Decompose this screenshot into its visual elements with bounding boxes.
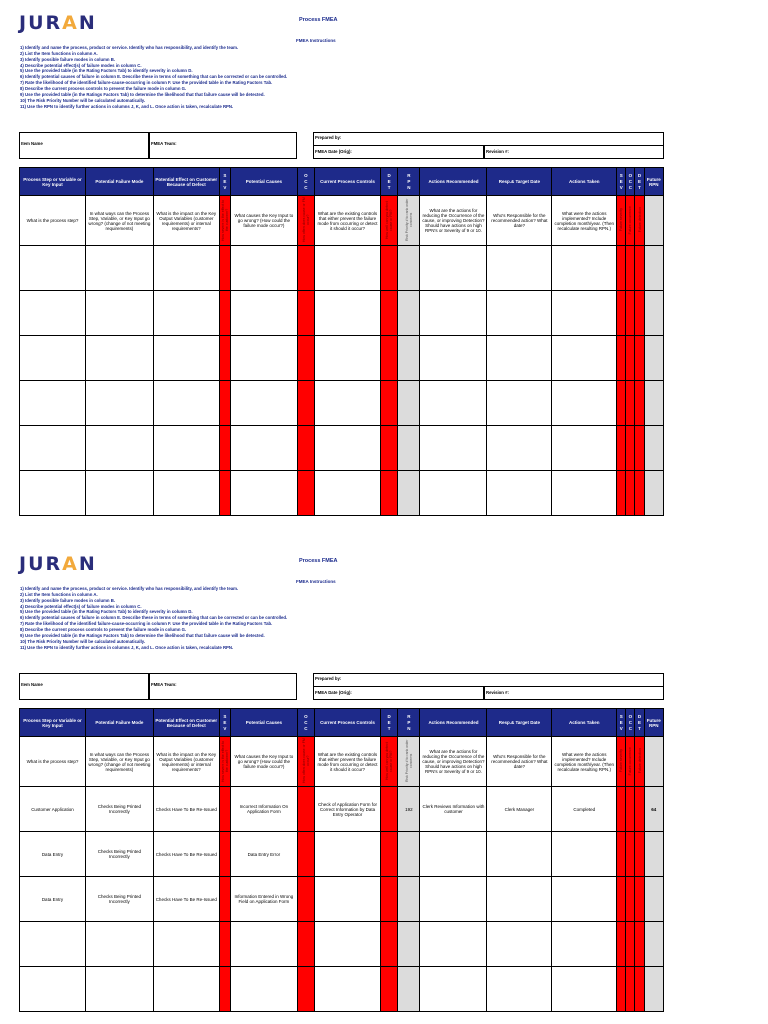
fmea-table <box>19 708 664 1012</box>
guidance-step: What is the process step? <box>20 196 86 246</box>
table-row <box>20 832 664 877</box>
cell-actions[interactable] <box>420 336 487 381</box>
instruction-line: 11) Use the RPN to identify further actions in columns J, K, and L. Once action is taken, recalculate RPN. <box>20 644 234 650</box>
prepared-by-box[interactable] <box>313 132 664 146</box>
cell-occ[interactable] <box>297 471 314 516</box>
cell-future[interactable] <box>644 471 663 516</box>
cell-det[interactable] <box>380 381 397 426</box>
cell-rpn[interactable] <box>398 832 420 877</box>
cell-resp[interactable] <box>487 381 552 426</box>
instruction-line: 7) Rate the likelihood of the identified failure-cause-occurring in column F. Use the provided table in the Rating Factors Tab. <box>20 80 273 86</box>
cell-sev[interactable] <box>219 426 230 471</box>
cell-step[interactable]: Data Entry <box>20 877 86 922</box>
col-header-actions: Actions Recommended <box>420 168 487 196</box>
cell-actions[interactable] <box>420 922 487 967</box>
cell-taken[interactable] <box>552 922 617 967</box>
col-header-focc: O C C <box>626 168 635 196</box>
instruction-line: 6) Identify potential causes of failure in column E. Describe these in terms of something that can be corrected or can be controlled. <box>20 615 288 621</box>
cell-fdet[interactable] <box>635 336 644 381</box>
col-header-resp: Resp.& Target Date <box>487 168 552 196</box>
cell-causes[interactable]: Incorrect Information On Application Form <box>230 787 297 832</box>
cell-actions[interactable]: Clerk Reviews Information with customer <box>420 787 487 832</box>
cell-future[interactable] <box>644 922 663 967</box>
instruction-line: 5) Use the provided table (in the Rating Factors Tab) to identify severity in column D. <box>20 609 193 615</box>
cell-causes[interactable] <box>230 336 297 381</box>
cell-det[interactable] <box>380 426 397 471</box>
guidance-effect: What is the impact on the Key Output Variables (customer requirements) or internal requirements? <box>153 196 219 246</box>
instruction-line: 3) Identify possible failure modes in column B. <box>20 56 116 62</box>
cell-fsev[interactable] <box>617 922 626 967</box>
cell-actions[interactable] <box>420 967 487 1012</box>
cell-controls[interactable] <box>315 291 381 336</box>
cell-occ[interactable] <box>297 426 314 471</box>
table-row <box>20 246 664 291</box>
cell-actions[interactable] <box>420 471 487 516</box>
cell-mode[interactable] <box>85 471 153 516</box>
cell-fdet[interactable] <box>635 877 644 922</box>
instruction-line: 4) Describe potential effect(s) of failure modes in column C. <box>20 62 142 68</box>
fmea-date-label: FMEA Date (Orig): <box>315 690 352 695</box>
cell-focc[interactable] <box>626 471 635 516</box>
cell-effect[interactable] <box>153 471 219 516</box>
cell-taken[interactable] <box>552 967 617 1012</box>
cell-rpn[interactable] <box>398 922 420 967</box>
cell-mode[interactable] <box>85 291 153 336</box>
cell-taken[interactable] <box>552 471 617 516</box>
cell-occ[interactable] <box>297 967 314 1012</box>
cell-fsev[interactable] <box>617 877 626 922</box>
prepared-by-label: Prepared by: <box>315 135 342 140</box>
col-header-effect: Potential Effect on Customer Because of Defect <box>153 709 219 737</box>
table-row <box>20 291 664 336</box>
guidance-resp: Who's Responsible for the recommended action? What date? <box>487 737 552 787</box>
cell-effect[interactable] <box>153 336 219 381</box>
table-row <box>20 471 664 516</box>
cell-causes[interactable] <box>230 426 297 471</box>
cell-mode[interactable]: Checks Being Printed Incorrectly <box>85 787 153 832</box>
cell-taken[interactable] <box>552 426 617 471</box>
cell-focc[interactable] <box>626 967 635 1012</box>
cell-resp[interactable] <box>487 336 552 381</box>
page-title: Process FMEA <box>299 17 338 23</box>
col-header-det: D E T <box>380 168 397 196</box>
instruction-line: 10) The Risk Priority Number will be calculated automatically. <box>20 97 146 103</box>
cell-sev[interactable] <box>219 967 230 1012</box>
col-header-fdet: D E T <box>635 709 644 737</box>
table-header-row <box>20 168 664 196</box>
instruction-line: 5) Use the provided table (in the Rating Factors Tab) to identify severity in column D. <box>20 68 193 74</box>
cell-occ[interactable] <box>297 787 314 832</box>
guidance-actions: What are the actions for reducing the Occurrence of the cause, or improving Detection? Should have actions on high RPN's or Severity of 9 or 10. <box>420 196 487 246</box>
cell-controls[interactable] <box>315 426 381 471</box>
cell-det[interactable] <box>380 922 397 967</box>
cell-causes[interactable] <box>230 246 297 291</box>
cell-mode[interactable] <box>85 426 153 471</box>
cell-effect[interactable] <box>153 246 219 291</box>
guidance-focc: Future occurrence <box>626 196 635 246</box>
cell-focc[interactable] <box>626 381 635 426</box>
cell-resp[interactable]: Clerk Manager <box>487 787 552 832</box>
cell-effect[interactable] <box>153 381 219 426</box>
cell-controls[interactable] <box>315 832 381 877</box>
cell-resp[interactable] <box>487 426 552 471</box>
col-header-rpn: R P N <box>398 168 420 196</box>
cell-focc[interactable] <box>626 922 635 967</box>
guidance-effect: What is the impact on the Key Output Variables (customer requirements) or internal requirements? <box>153 737 219 787</box>
guidance-mode: In what ways can the Process Step, Variable, or Key Input go wrong? (change of not meeting requirements) <box>85 737 153 787</box>
cell-fdet[interactable] <box>635 922 644 967</box>
cell-det[interactable] <box>380 336 397 381</box>
table-row <box>20 967 664 1012</box>
cell-resp[interactable] <box>487 877 552 922</box>
instruction-line: 11) Use the RPN to identify further actions in columns J, K, and L. Once action is taken, recalculate RPN. <box>20 103 234 109</box>
cell-det[interactable] <box>380 246 397 291</box>
cell-taken[interactable] <box>552 832 617 877</box>
col-header-occ: O C C <box>297 168 314 196</box>
guidance-taken: What were the actions implemented? Include completion month/year. (Then recalculate resulting RPN.) <box>552 196 617 246</box>
cell-causes[interactable] <box>230 471 297 516</box>
instruction-line: 2) List the Item functions in column A. <box>20 50 98 56</box>
cell-sev[interactable] <box>219 471 230 516</box>
cell-taken[interactable] <box>552 381 617 426</box>
cell-occ[interactable] <box>297 381 314 426</box>
col-header-focc: O C C <box>626 709 635 737</box>
guidance-row <box>20 737 664 787</box>
guidance-occ: How often does cause or FM occur? <box>297 737 314 787</box>
cell-mode[interactable] <box>85 381 153 426</box>
guidance-causes: What causes the Key Input to go wrong? (How could the failure mode occur?) <box>230 737 297 787</box>
cell-rpn[interactable]: 192 <box>398 787 420 832</box>
cell-resp[interactable] <box>487 832 552 877</box>
cell-future[interactable] <box>644 381 663 426</box>
instruction-line: 6) Identify potential causes of failure in column E. Describe these in terms of something that can be corrected or can be controlled. <box>20 74 288 80</box>
guidance-fdet: Future detection <box>635 196 644 246</box>
cell-resp[interactable] <box>487 922 552 967</box>
cell-sev[interactable] <box>219 832 230 877</box>
guidance-step: What is the process step? <box>20 737 86 787</box>
cell-step[interactable] <box>20 246 86 291</box>
cell-future[interactable] <box>644 291 663 336</box>
cell-controls[interactable] <box>315 877 381 922</box>
cell-fsev[interactable] <box>617 787 626 832</box>
cell-rpn[interactable] <box>398 336 420 381</box>
fmea-team-label: FMEA Team: <box>151 682 177 687</box>
cell-causes[interactable] <box>230 381 297 426</box>
instruction-line: 8) Describe the current process controls to prevent the failure mode in column G. <box>20 626 187 632</box>
table-row <box>20 381 664 426</box>
cell-focc[interactable] <box>626 832 635 877</box>
cell-step[interactable] <box>20 336 86 381</box>
prepared-by-label: Prepared by: <box>315 676 342 681</box>
cell-actions[interactable] <box>420 877 487 922</box>
cell-fdet[interactable] <box>635 246 644 291</box>
cell-taken[interactable] <box>552 877 617 922</box>
cell-det[interactable] <box>380 787 397 832</box>
cell-rpn[interactable] <box>398 877 420 922</box>
instructions-title: FMEA Instructions <box>296 579 336 584</box>
cell-fdet[interactable] <box>635 967 644 1012</box>
cell-future[interactable] <box>644 832 663 877</box>
cell-focc[interactable] <box>626 787 635 832</box>
guidance-det: How well can you detect cause or FM? <box>380 196 397 246</box>
cell-causes[interactable] <box>230 922 297 967</box>
cell-det[interactable] <box>380 967 397 1012</box>
instruction-line: 8) Describe the current process controls to prevent the failure mode in column G. <box>20 85 187 91</box>
guidance-focc: Future occurrence <box>626 737 635 787</box>
cell-controls[interactable]: Check of Application Form for Correct Information by Data Entry Operator <box>315 787 381 832</box>
cell-rpn[interactable] <box>398 246 420 291</box>
cell-sev[interactable] <box>219 381 230 426</box>
col-header-step: Process Step or Variable or Key Input <box>20 168 86 196</box>
cell-step[interactable] <box>20 967 86 1012</box>
cell-fsev[interactable] <box>617 336 626 381</box>
cell-future[interactable] <box>644 246 663 291</box>
cell-causes[interactable] <box>230 291 297 336</box>
instruction-line: 9) Use the provided table (in the Ratings Factors Tab) to determine the likelihood that that failure cause will be detected. <box>20 632 265 638</box>
cell-occ[interactable] <box>297 832 314 877</box>
cell-fdet[interactable] <box>635 832 644 877</box>
cell-future[interactable] <box>644 426 663 471</box>
col-header-rpn: R P N <box>398 709 420 737</box>
cell-sev[interactable] <box>219 336 230 381</box>
item-name-label: Item Name <box>21 141 43 146</box>
col-header-fdet: D E T <box>635 168 644 196</box>
cell-actions[interactable] <box>420 246 487 291</box>
cell-mode[interactable]: Checks Being Printed Incorrectly <box>85 832 153 877</box>
cell-sev[interactable] <box>219 922 230 967</box>
guidance-future <box>644 737 663 787</box>
instruction-line: 1) Identify and name the process, product or service. Identify who has responsibility, and identify the team. <box>20 45 239 50</box>
col-header-taken: Actions Taken <box>552 168 617 196</box>
cell-effect[interactable] <box>153 967 219 1012</box>
guidance-rpn: Risk Priority # to rank order concerns <box>398 196 420 246</box>
cell-taken[interactable]: Completed <box>552 787 617 832</box>
cell-effect[interactable]: Checks Have To Be Re-Issued <box>153 877 219 922</box>
juran-logo: JURAN <box>19 553 97 575</box>
guidance-row <box>20 196 664 246</box>
instruction-line: 10) The Risk Priority Number will be calculated automatically. <box>20 638 146 644</box>
col-header-effect: Potential Effect on Customer Because of Defect <box>153 168 219 196</box>
item-name-label: Item Name <box>21 682 43 687</box>
cell-controls[interactable] <box>315 967 381 1012</box>
cell-controls[interactable] <box>315 246 381 291</box>
fmea-date-label: FMEA Date (Orig): <box>315 149 352 154</box>
cell-occ[interactable] <box>297 336 314 381</box>
cell-future[interactable] <box>644 336 663 381</box>
cell-future[interactable] <box>644 877 663 922</box>
cell-effect[interactable]: Checks Have To Be Re-Issued <box>153 787 219 832</box>
fmea-team-label: FMEA Team: <box>151 141 177 146</box>
table-row <box>20 877 664 922</box>
fmea-table <box>19 167 664 516</box>
guidance-sev: How severe is the effect to the customer? <box>219 196 230 246</box>
cell-rpn[interactable] <box>398 291 420 336</box>
cell-focc[interactable] <box>626 291 635 336</box>
cell-mode[interactable]: Checks Being Printed Incorrectly <box>85 877 153 922</box>
cell-fsev[interactable] <box>617 832 626 877</box>
cell-det[interactable] <box>380 832 397 877</box>
cell-controls[interactable] <box>315 471 381 516</box>
cell-fsev[interactable] <box>617 381 626 426</box>
guidance-actions: What are the actions for reducing the Occurrence of the cause, or improving Detection? Should have actions on high RPN's or Severity of 9 or 10. <box>420 737 487 787</box>
cell-future[interactable] <box>644 967 663 1012</box>
cell-sev[interactable] <box>219 877 230 922</box>
guidance-future <box>644 196 663 246</box>
cell-step[interactable] <box>20 471 86 516</box>
cell-step[interactable] <box>20 291 86 336</box>
cell-focc[interactable] <box>626 336 635 381</box>
instruction-line: 1) Identify and name the process, product or service. Identify who has responsibility, and identify the team. <box>20 586 239 591</box>
cell-resp[interactable] <box>487 246 552 291</box>
col-header-step: Process Step or Variable or Key Input <box>20 709 86 737</box>
cell-focc[interactable] <box>626 877 635 922</box>
guidance-fdet: Future detection <box>635 737 644 787</box>
col-header-fsev: S E V <box>617 168 626 196</box>
guidance-causes: What causes the Key Input to go wrong? (How could the failure mode occur?) <box>230 196 297 246</box>
prepared-by-box[interactable] <box>313 673 664 687</box>
cell-mode[interactable] <box>85 967 153 1012</box>
cell-sev[interactable] <box>219 246 230 291</box>
col-header-taken: Actions Taken <box>552 709 617 737</box>
cell-mode[interactable] <box>85 246 153 291</box>
cell-controls[interactable] <box>315 336 381 381</box>
guidance-fsev: Future severity <box>617 737 626 787</box>
cell-taken[interactable] <box>552 336 617 381</box>
guidance-occ: How often does cause or FM occur? <box>297 196 314 246</box>
guidance-controls: What are the existing controls that either prevent the failure mode from occurring or detect it should it occur? <box>315 737 381 787</box>
page-title: Process FMEA <box>299 558 338 564</box>
cell-future[interactable]: 64 <box>644 787 663 832</box>
cell-occ[interactable] <box>297 291 314 336</box>
table-row <box>20 922 664 967</box>
cell-fsev[interactable] <box>617 291 626 336</box>
juran-logo: JURAN <box>19 12 97 34</box>
instruction-line: 7) Rate the likelihood of the identified failure-cause-occurring in column F. Use the provided table in the Rating Factors Tab. <box>20 621 273 627</box>
instruction-line: 3) Identify possible failure modes in column B. <box>20 597 116 603</box>
col-header-causes: Potential Causes <box>230 168 297 196</box>
revision-box[interactable] <box>484 145 664 159</box>
cell-mode[interactable] <box>85 922 153 967</box>
cell-effect[interactable] <box>153 291 219 336</box>
cell-fdet[interactable] <box>635 471 644 516</box>
table-row <box>20 336 664 381</box>
col-header-mode: Potential Failure Mode <box>85 709 153 737</box>
cell-occ[interactable] <box>297 246 314 291</box>
cell-fdet[interactable] <box>635 426 644 471</box>
guidance-taken: What were the actions implemented? Include completion month/year. (Then recalculate resulting RPN.) <box>552 737 617 787</box>
guidance-mode: In what ways can the Process Step, Variable, or Key Input go wrong? (change of not meeting requirements) <box>85 196 153 246</box>
cell-fsev[interactable] <box>617 426 626 471</box>
cell-fdet[interactable] <box>635 787 644 832</box>
cell-focc[interactable] <box>626 246 635 291</box>
col-header-occ: O C C <box>297 709 314 737</box>
instruction-line: 9) Use the provided table (in the Ratings Factors Tab) to determine the likelihood that that failure cause will be detected. <box>20 91 265 97</box>
cell-det[interactable] <box>380 471 397 516</box>
instruction-line: 4) Describe potential effect(s) of failure modes in column C. <box>20 603 142 609</box>
cell-actions[interactable] <box>420 426 487 471</box>
cell-step[interactable] <box>20 426 86 471</box>
cell-mode[interactable] <box>85 336 153 381</box>
cell-controls[interactable] <box>315 922 381 967</box>
cell-det[interactable] <box>380 877 397 922</box>
guidance-det: How well can you detect cause or FM? <box>380 737 397 787</box>
cell-det[interactable] <box>380 291 397 336</box>
cell-resp[interactable] <box>487 967 552 1012</box>
col-header-future: Future RPN <box>644 709 663 737</box>
cell-step[interactable] <box>20 381 86 426</box>
guidance-fsev: Future severity <box>617 196 626 246</box>
instruction-line: 2) List the Item functions in column A. <box>20 591 98 597</box>
col-header-mode: Potential Failure Mode <box>85 168 153 196</box>
table-row <box>20 426 664 471</box>
table-row <box>20 787 664 832</box>
guidance-resp: Who's Responsible for the recommended action? What date? <box>487 196 552 246</box>
cell-fsev[interactable] <box>617 471 626 516</box>
cell-rpn[interactable] <box>398 426 420 471</box>
cell-focc[interactable] <box>626 426 635 471</box>
col-header-det: D E T <box>380 709 397 737</box>
cell-effect[interactable]: Checks Have To Be Re-Issued <box>153 832 219 877</box>
col-header-actions: Actions Recommended <box>420 709 487 737</box>
revision-label: Revision #: <box>486 690 509 695</box>
cell-causes[interactable]: Data Entry Error <box>230 832 297 877</box>
col-header-fsev: S E V <box>617 709 626 737</box>
cell-causes[interactable] <box>230 967 297 1012</box>
cell-actions[interactable] <box>420 291 487 336</box>
cell-actions[interactable] <box>420 832 487 877</box>
cell-step[interactable]: Data Entry <box>20 832 86 877</box>
cell-resp[interactable] <box>487 471 552 516</box>
cell-resp[interactable] <box>487 291 552 336</box>
cell-occ[interactable] <box>297 877 314 922</box>
cell-step[interactable]: Customer Application <box>20 787 86 832</box>
table-header-row <box>20 709 664 737</box>
cell-actions[interactable] <box>420 381 487 426</box>
cell-occ[interactable] <box>297 922 314 967</box>
col-header-sev: S E V <box>219 709 230 737</box>
revision-label: Revision #: <box>486 149 509 154</box>
cell-taken[interactable] <box>552 291 617 336</box>
cell-causes[interactable]: Information Entered in Wrong Field on Application Form <box>230 877 297 922</box>
cell-rpn[interactable] <box>398 381 420 426</box>
cell-fsev[interactable] <box>617 967 626 1012</box>
cell-step[interactable] <box>20 922 86 967</box>
cell-effect[interactable] <box>153 426 219 471</box>
cell-fsev[interactable] <box>617 246 626 291</box>
cell-rpn[interactable] <box>398 471 420 516</box>
instructions-title: FMEA Instructions <box>296 38 336 43</box>
col-header-controls: Current Process Controls <box>315 168 381 196</box>
col-header-causes: Potential Causes <box>230 709 297 737</box>
cell-effect[interactable] <box>153 922 219 967</box>
cell-fdet[interactable] <box>635 381 644 426</box>
cell-sev[interactable] <box>219 291 230 336</box>
guidance-sev: How severe is the effect to the customer? <box>219 737 230 787</box>
col-header-sev: S E V <box>219 168 230 196</box>
revision-box[interactable] <box>484 686 664 700</box>
guidance-controls: What are the existing controls that either prevent the failure mode from occurring or detect it should it occur? <box>315 196 381 246</box>
cell-controls[interactable] <box>315 381 381 426</box>
col-header-future: Future RPN <box>644 168 663 196</box>
cell-rpn[interactable] <box>398 967 420 1012</box>
guidance-rpn: Risk Priority # to rank order concerns <box>398 737 420 787</box>
col-header-controls: Current Process Controls <box>315 709 381 737</box>
cell-sev[interactable] <box>219 787 230 832</box>
cell-fdet[interactable] <box>635 291 644 336</box>
cell-taken[interactable] <box>552 246 617 291</box>
col-header-resp: Resp.& Target Date <box>487 709 552 737</box>
